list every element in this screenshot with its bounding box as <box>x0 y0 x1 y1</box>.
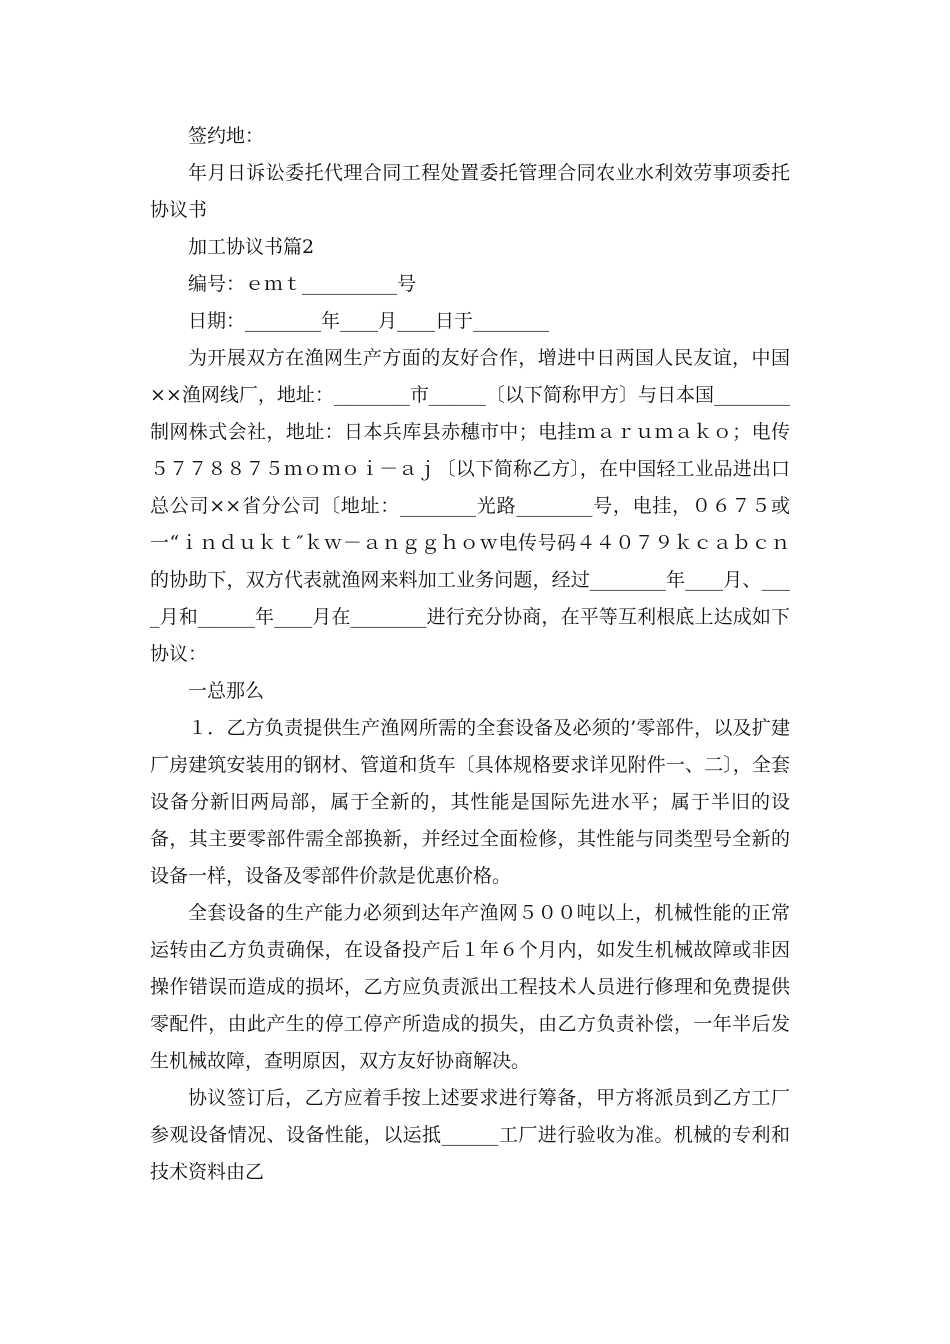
paragraph-clause-1: １．乙方负责提供生产渔网所需的全套设备及必须的’零部件，以及扩建厂房建筑安装用的钢材、管道和货车〔具体规格要求详见附件一、二〕，全套设备分新旧两局部，属于全新的，其性能是国际先进水平；属于半旧的设备，其主要零部件需全部换新，并经过全面检修，其性能与同类型号全新的设备一样，设备及零部件价款是优惠价格。 <box>150 717 790 887</box>
document-body <box>150 118 790 1191</box>
paragraph-after-signing: 协议签订后，乙方应着手按上述要求进行筹备，甲方将派员到乙方工厂参观设备情况、设备性能，以运抵______工厂进行验收为准。机械的专利和技术资料由乙 <box>150 1087 790 1183</box>
paragraph-capacity: 全套设备的生产能力必须到达年产渔网５００吨以上，机械性能的正常运转由乙方负责确保，在设备投产后１年６个月内，如发生机械故障或非因操作错误而造成的损坏，乙方应负责派出工程技术人员进行修理和免费提供零配件，由此产生的停工停产所造成的损失，由乙方负责补偿，一年半后发生机械故障，查明原因，双方友好协商解决。 <box>150 902 790 1072</box>
section-heading: 加工协议书篇2 <box>188 236 315 258</box>
paragraph-date-line: 日期：________年____月____日于________ <box>188 310 550 332</box>
paragraph-number-line: 编号：ｅｍｔ__________号 <box>188 273 417 295</box>
paragraph-contract-types: 年月日诉讼委托代理合同工程处置委托管理合同农业水利效劳事项委托协议书 <box>150 162 790 221</box>
paragraph-preamble: 为开展双方在渔网生产方面的友好合作，增进中日两国人民友谊，中国××渔网线厂，地址：________市______〔以下简称甲方〕与日本国________制网株式会社，地址：日本兵库县赤穗市中；电挂ｍａｒｕｍａｋｏ；电传５７７８８７５ｍｏｍｏｉ－ａｊ〔以下简称乙方〕，在中国轻工业品进出口总公司××省分公司〔地址：________光路________号，电挂，０６７５或一“ｉｎｄｕｋｔ″ｋｗ－ａｎｇｇｈｏｗ电传号码４４０７９ｋｃａｂｃｎ的协助下，双方代表就渔网来料加工业务问题，经过________年____月、____月和______年____月在________进行充分协商，在平等互利根底上达成如下协议： <box>150 347 790 665</box>
paragraph-signing-place: 签约地： <box>188 125 265 147</box>
section-general-heading: 一总那么 <box>188 680 265 702</box>
